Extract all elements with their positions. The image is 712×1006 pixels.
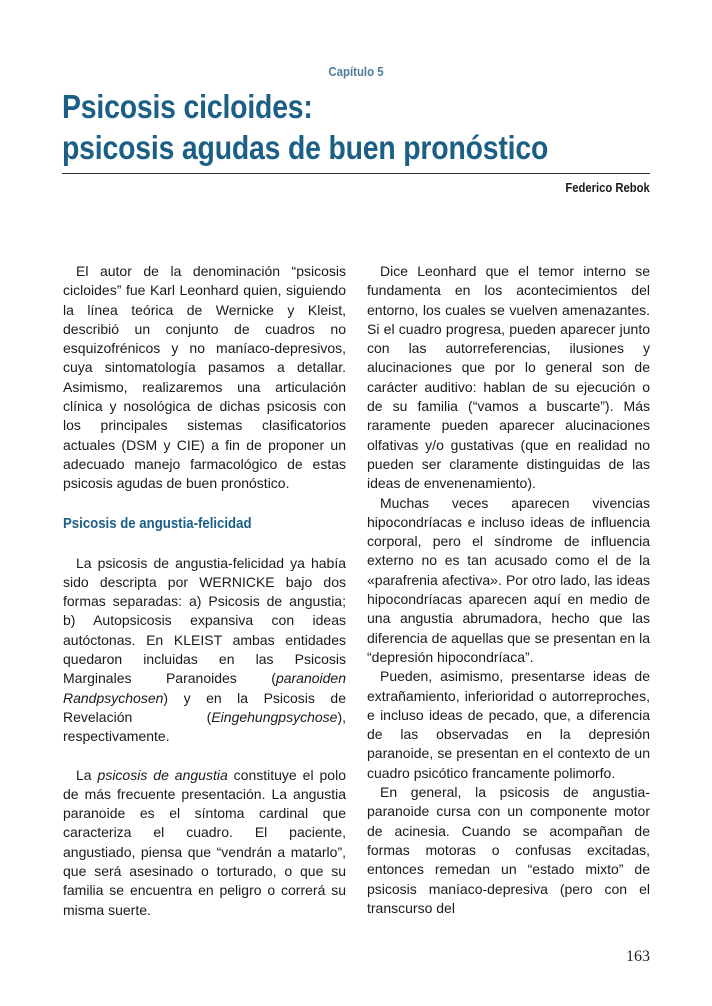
italic-term: paranoiden Randpsychosen: [63, 670, 346, 706]
right-column: [367, 262, 650, 918]
page-number: 163: [626, 948, 650, 965]
title-line-1: Psicosis cicloides:: [62, 88, 313, 125]
title-line-2: psicosis agudas de buen pronóstico: [62, 129, 549, 166]
title-divider: [62, 173, 650, 174]
section-heading: Psicosis de angustia-felicidad: [63, 514, 252, 532]
left-column: [63, 262, 346, 920]
paragraph: La psicosis de angustia-felicidad ya había sido descripta por WERNICKE bajo dos formas separadas: a) Psicosis de angustia; b) Autopsicosis expansiva con ideas autóctonas. En KLEIST ambas entidades quedaron incluidas en las Psicosis Marginales Paranoides (paranoiden Randpsychosen) y en la Psicosis de Revelación (Eingehungpsychose), respectivamente.: [63, 554, 346, 745]
paragraph: El autor de la denominación “psicosis cicloides” fue Karl Leonhard quien, siguiendo la línea teórica de Wernicke y Kleist, describió un conjunto de cuadros no esquizofrénicos y no maníaco-depresivos, cuya sintomatología pasamos a detallar. Asimismo, realizaremos una articulación clínica y nosológica de dichas psicosis con los principales sistemas clasificatorios actuales (DSM y CIE) a fin de proponer un adecuado manejo farmacológico de estas psicosis agudas de buen pronóstico.: [63, 263, 346, 492]
paragraph: Dice Leonhard que el temor interno se fundamenta en los acontecimientos del entorno, los cuales se vuelven amenazantes. Si el cuadro progresa, pueden aparecer junto con las autorreferencias, ilusiones y alucinaciones que por lo general son de carácter auditivo: hablan de su ejecución o de su familia (“vamos a buscarte”). Más raramente pueden aparecer alucinaciones olfativas y/o gustativas (que en realidad no pueden ser claramente distinguidas de las ideas de envenenamiento).: [367, 263, 650, 492]
paragraph: En general, la psicosis de angustia-paranoide cursa con un componente motor de acinesia. Cuando se acompañan de formas motoras o confusas excitadas, entonces remedan un “estado mixto” de psicosis maníaco-depresiva (pero con el transcurso del: [367, 784, 650, 916]
paragraph: La psicosis de angustia constituye el polo de más frecuente presentación. La angustia paranoide es el síntoma cardinal que caracteriza el cuadro. El paciente, angustiado, piensa que “vendrán a matarlo”, que será asesinado o torturado, o que su familia se encuentra en peligro o correrá su misma suerte.: [63, 766, 346, 918]
chapter-label: Capítulo 5: [328, 64, 384, 79]
italic-term: Eingehungpsychose: [211, 708, 338, 725]
paragraph: Muchas veces aparecen vivencias hipocondríacas e incluso ideas de influencia corporal, pero el síndrome de influencia externo no es tan acusado como el de la «parafrenia afectiva». Por otro lado, las ideas hipocondríacas aparecen aquí en medio de una angustia abrumadora, hecho que las diferencia de aquellas que se presentan en la “depresión hipocondríaca”.: [367, 494, 650, 665]
page-title: [62, 86, 578, 168]
italic-term: psicosis de angustia: [97, 766, 228, 783]
author-name: Federico Rebok: [565, 181, 650, 195]
paragraph: Pueden, asimismo, presentarse ideas de extrañamiento, inferioridad o autorreproches, e incluso ideas de pecado, que, a diferencia de las observadas en la depresión paranoide, se presentan en el contexto de un cuadro psicótico francamente polimorfo.: [367, 668, 650, 781]
